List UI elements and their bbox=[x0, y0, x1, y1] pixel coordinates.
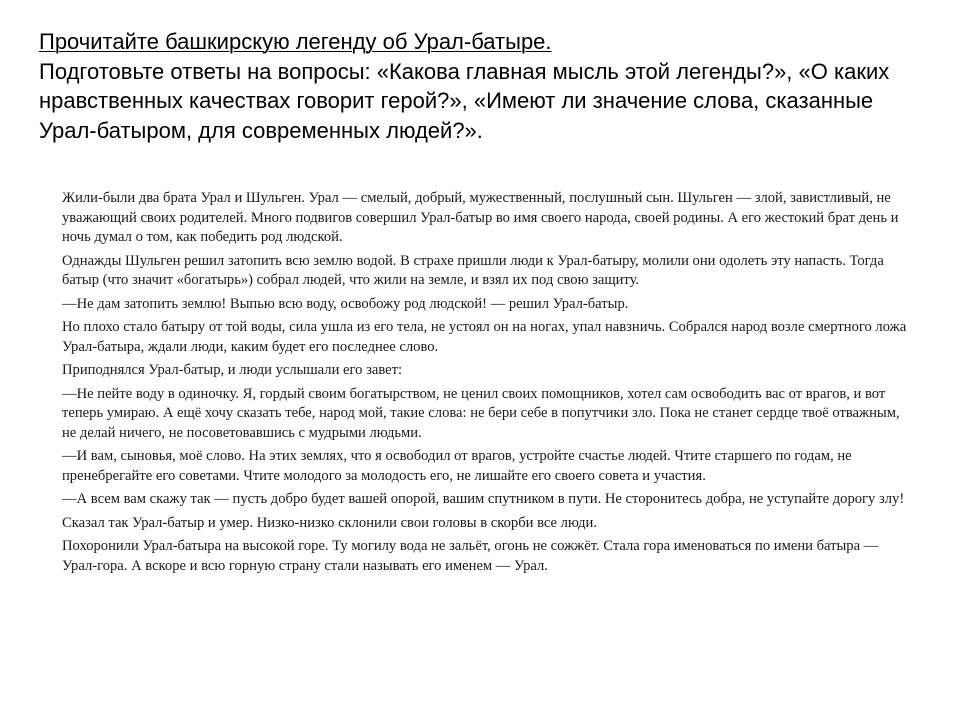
legend-paragraph: Однажды Шульген решил затопить всю землю водой. В страхе пришли люди к Урал-батыру, молили они одолеть эту напасть. Тогда батыр (что значит «богатырь») собрал людей, что жили на земле, и взял их под свою защиту. bbox=[62, 252, 884, 288]
legend-paragraph: —Не пейте воду в одиночку. Я, гордый своим богатырством, не ценил своих помощников, хотел сам освободить вас от врагов, и вот теперь умираю. А ещё хочу сказать тебе, народ мой, такие слова: не бери себе в попутчики зло. Пока не станет сердце твоё отважным, не делай ничего, не посоветовавшись с мудрыми людьми. bbox=[62, 385, 900, 441]
assignment-heading bbox=[39, 27, 929, 145]
legend-paragraph: Сказал так Урал-батыр и умер. Низко-низко склонили свои головы в скорби все люди. bbox=[62, 514, 598, 531]
legend-paragraph: Но плохо стало батыру от той воды, сила ушла из его тела, не устоял он на ногах, упал навзничь. Собрался народ возле смертного ложа Урал-батыра, ждали люди, каким будет его последнее слово. bbox=[62, 319, 907, 355]
legend-text bbox=[62, 189, 912, 580]
legend-paragraph: Жили-были два брата Урал и Шульген. Урал — смелый, добрый, мужественный, послушный сын. Шульген — злой, завистливый, не уважающий своих родителей. Много подвигов совершил Урал-батыр во имя своего народа, своей родины. А его жестокий брат день и ночь думал о том, как победить род людской. bbox=[62, 190, 899, 245]
assignment-title: Прочитайте башкирскую легенду об Урал-батыре. bbox=[39, 29, 552, 54]
assignment-questions: Подготовьте ответы на вопросы: «Какова главная мысль этой легенды?», «О каких нравственных качествах говорит герой?», «Имеют ли значение слова, сказанные Урал-батыром, для современных людей?». bbox=[39, 58, 890, 143]
legend-paragraph: Приподнялся Урал-батыр, и люди услышали его завет: bbox=[62, 362, 403, 378]
legend-paragraph: Похоронили Урал-батыра на высокой горе. Ту могилу вода не зальёт, огонь не сожжёт. Стала гора именоваться по имени батыра — Урал-гора. А вскоре и всю горную страну стали называть его именем — Урал. bbox=[62, 538, 879, 574]
legend-paragraph: —А всем вам скажу так — пусть добро будет вашей опорой, вашим спутником в пути. Не сторонитесь добра, не уступайте дорогу злу! bbox=[62, 491, 905, 507]
legend-paragraph: —И вам, сыновья, моё слово. На этих землях, что я освободил от врагов, устройте счастье людей. Чтите старшего по годам, не пренебрегайте его советами. Чтите молодого за молодость его, не лишайте его своего совета и участия. bbox=[62, 448, 852, 484]
legend-paragraph: —Не дам затопить землю! Выпью всю воду, освобожу род людской! — решил Урал-батыр. bbox=[62, 295, 629, 312]
